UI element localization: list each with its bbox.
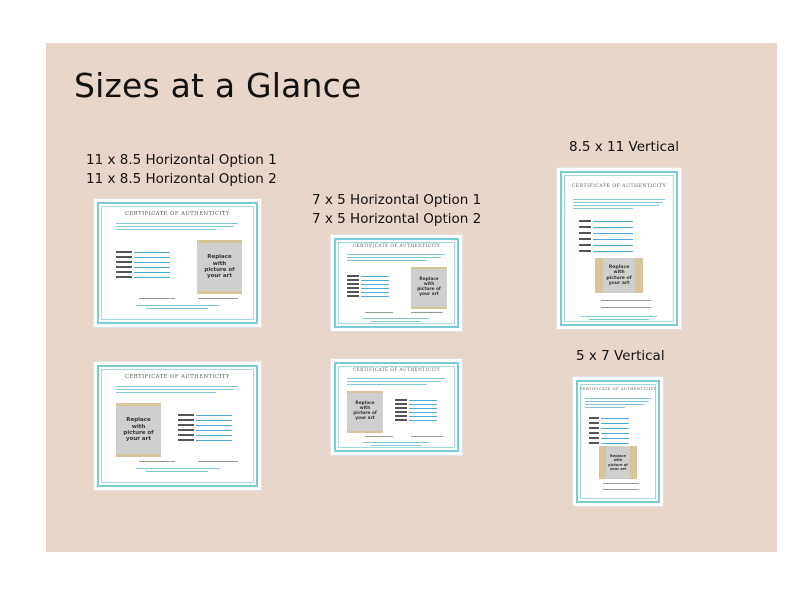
certificate-5x7-vertical	[573, 377, 663, 506]
certificate-title: CERTIFICATE OF AUTHENTICITY	[125, 374, 230, 380]
certificate-8x11-vertical	[557, 168, 681, 329]
art-placeholder: Replace with picture of your art	[411, 267, 447, 309]
page-title: Sizes at a Glance	[74, 66, 362, 105]
art-placeholder: Replace with picture of your art	[116, 403, 161, 457]
label-8x11-vertical: 8.5 x 11 Vertical	[569, 139, 680, 155]
art-placeholder: Replace with picture of your art	[599, 446, 637, 479]
art-placeholder: Replace with picture of your art	[197, 240, 242, 294]
certificate-title: CERTIFICATE OF AUTHENTICITY	[352, 243, 441, 248]
certificate-title: CERTIFICATE OF AUTHENTICITY	[579, 387, 657, 391]
label-11x8-option2: 11 x 8.5 Horizontal Option 2	[86, 171, 277, 187]
label-7x5-option2: 7 x 5 Horizontal Option 2	[312, 211, 482, 227]
certificate-7x5-option1	[331, 235, 462, 331]
certificate-11x8-option2	[94, 362, 261, 490]
label-5x7-vertical: 5 x 7 Vertical	[576, 348, 665, 364]
art-placeholder: Replace with picture of your art	[347, 391, 383, 433]
art-placeholder: Replace with picture of your art	[595, 258, 643, 293]
certificate-7x5-option2	[331, 359, 462, 455]
certificate-title: CERTIFICATE OF AUTHENTICITY	[125, 211, 230, 217]
certificate-11x8-option1	[94, 199, 261, 327]
label-11x8-option1: 11 x 8.5 Horizontal Option 1	[86, 152, 277, 168]
certificate-title: CERTIFICATE OF AUTHENTICITY	[352, 367, 441, 372]
label-7x5-option1: 7 x 5 Horizontal Option 1	[312, 192, 482, 208]
certificate-title: CERTIFICATE OF AUTHENTICITY	[571, 184, 667, 189]
